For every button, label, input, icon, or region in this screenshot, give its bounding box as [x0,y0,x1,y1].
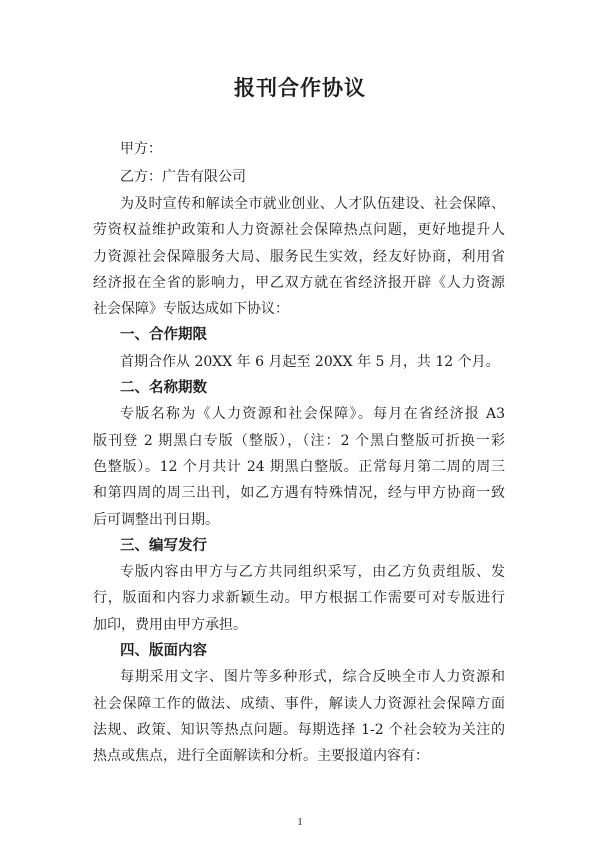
section-name-issues [93,375,505,533]
section-heading: 三、编写发行 [120,537,207,554]
intro-line: 为及时宣传和解读全市就业创业、人才队伍建设、社会保障、 [120,196,505,212]
intro-line: 劳资权益维护政策和人力资源社会保障热点问题，更好地提升人 [93,222,505,239]
section-line: 行，版面和内容力求新颖生动。甲方根据工作需要可对专版进行 [93,590,505,607]
intro-line: 经济报在全省的影响力，甲乙双方就在省经济报开辟《人力资源 [93,274,505,291]
party-b-name: 广告有限公司 [162,168,246,185]
intro-paragraph [93,191,505,322]
intro-line: 力资源社会保障服务大局、服务民生实效，经友好协商，利用省 [93,248,505,265]
section-line: 加印，费用由甲方承担。 [93,616,247,633]
section-line: 后可调整出刊日期。 [93,511,219,528]
intro-line: 社会保障》专版达成如下协议： [93,301,289,318]
section-editing-distribution [93,533,505,638]
section-line: 专版内容由甲方与乙方共同组织采写，由乙方负责组版、发 [120,564,505,581]
section-line: 首期合作从 20XX 年 6 月起至 20XX 年 5 月，共 12 个月。 [120,353,500,370]
section-heading: 二、名称期数 [120,380,207,397]
section-line: 社会保障工作的做法、成绩、事件，解读人力资源社会保障方面 [93,695,505,712]
section-line: 每期采用文字、图片等多种形式，综合反映全市人力资源和 [120,669,505,686]
section-line: 色整版）。12 个月共计 24 期黑白整版。正常每月第二周的周三 [93,458,505,475]
party-a-label: 甲方： [120,141,162,157]
section-heading: 四、版面内容 [120,643,207,660]
section-line: 和第四周的周三出刊，如乙方遇有特殊情况，经与甲方协商一致 [93,485,505,502]
section-line: 版刊登 2 期黑白专版（整版），（注：2 个黑白整版可折换一彩 [93,432,505,449]
section-line: 热点或焦点，进行全面解读和分析。主要报道内容有： [93,748,429,765]
section-line: 专版名称为《人力资源和社会保障》。每月在省经济报 A3 [120,406,505,423]
party-a-line [93,136,505,164]
section-layout-content [93,638,505,769]
page-number: 1 [297,816,303,828]
section-heading: 一、合作期限 [120,327,207,344]
document-title: 报刊合作协议 [234,75,366,100]
document-body [93,136,505,770]
party-b-label: 乙方： [120,168,162,185]
section-cooperation-period [93,322,505,375]
section-line: 法规、政策、知识等热点问题。每期选择 1-2 个社会较为关注的 [93,721,505,738]
party-b-line [93,164,505,192]
